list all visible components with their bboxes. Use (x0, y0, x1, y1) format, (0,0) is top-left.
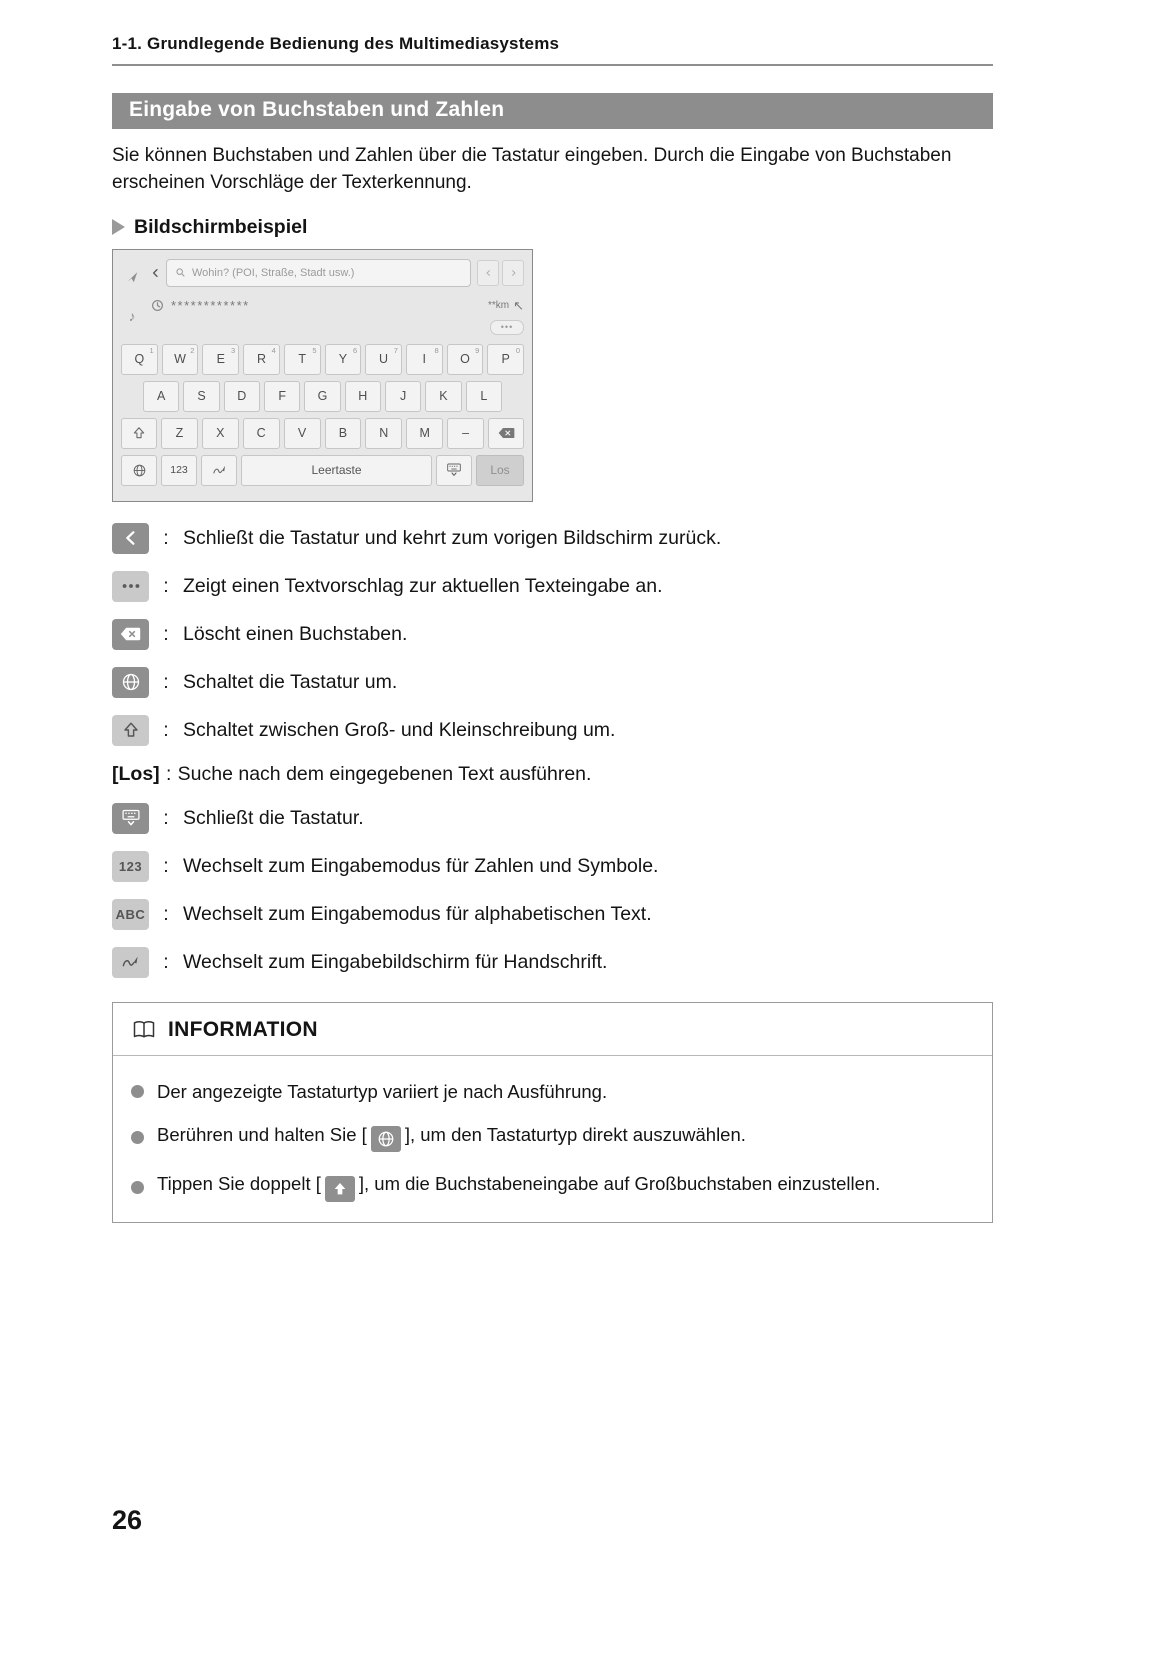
shift-key (121, 418, 157, 449)
key-–: – (447, 418, 484, 449)
key-U: U 7 (365, 344, 402, 375)
key-J: J (385, 381, 421, 412)
icon-legend (112, 523, 993, 978)
magnifier-icon (175, 267, 186, 278)
key-W: W 2 (162, 344, 199, 375)
legend-item: : Schließt die Tastatur. (112, 803, 993, 834)
legend-item: 123 : Wechselt zum Eingabemodus für Zahlen und Symbole. (112, 851, 993, 882)
page-title: Eingabe von Buchstaben und Zahlen (112, 93, 993, 129)
legend-item: ABC : Wechselt zum Eingabemodus für alphabetischen Text. (112, 899, 993, 930)
history-value: ************ (171, 298, 250, 314)
globe-key (121, 455, 157, 486)
screenshot-sidebar (120, 270, 144, 324)
keyboard-row-2 (121, 381, 524, 412)
search-bar (151, 258, 524, 288)
key-Q: Q 1 (121, 344, 158, 375)
keyboard-hide-icon (446, 462, 462, 478)
go-key: Los (476, 455, 524, 486)
space-key: Leertaste (241, 455, 432, 486)
legend-item: [Los] : Suche nach dem eingegebenen Text ausführen. (112, 762, 592, 785)
on-screen-keyboard (121, 344, 524, 486)
suggestion-dots-icon (112, 571, 149, 602)
legend-item: : Zeigt einen Textvorschlag zur aktuellen Texteingabe an. (112, 571, 993, 602)
search-placeholder: Wohin? (POI, Straße, Stadt usw.) (192, 266, 355, 279)
shift-icon (325, 1176, 355, 1202)
numeric-mode-key: 123 (161, 455, 197, 486)
triangle-marker-icon (112, 219, 125, 235)
globe-icon (112, 667, 149, 698)
key-H: H (345, 381, 381, 412)
screenshot-top (151, 258, 524, 336)
backspace-key (488, 418, 524, 449)
information-title: INFORMATION (168, 1017, 318, 1041)
page-number: 26 (112, 1505, 143, 1535)
key-Z: Z (161, 418, 198, 449)
key-Y: Y 6 (325, 344, 362, 375)
information-item: Berühren und halten Sie [ ], um den Tastaturtyp direkt auszuwählen. (131, 1124, 974, 1152)
distance-group (488, 299, 524, 312)
history-row (151, 294, 524, 318)
handwriting-icon (212, 463, 227, 478)
prev-icon (477, 260, 499, 286)
nav-arrow-icon (125, 270, 139, 284)
key-O: O 9 (447, 344, 484, 375)
keyboard-row-3 (121, 418, 524, 449)
legend-item: : Schließt die Tastatur und kehrt zum vorigen Bildschirm zurück. (112, 523, 993, 554)
information-box (112, 1002, 993, 1223)
shift-icon (112, 715, 149, 746)
legend-item: : Schaltet die Tastatur um. (112, 667, 993, 698)
keyboard-row-4 (121, 455, 524, 486)
back-chevron-icon (112, 523, 149, 554)
key-C: C (243, 418, 280, 449)
header-divider (112, 64, 993, 66)
device-screenshot (112, 249, 533, 502)
backspace-icon (112, 619, 149, 650)
key-E: E 3 (202, 344, 239, 375)
key-N: N (365, 418, 402, 449)
keyboard-row-1 (121, 344, 524, 375)
key-M: M (406, 418, 443, 449)
intro-paragraph: Sie können Buchstaben und Zahlen über die Tastatur eingeben. Durch die Eingabe von Buchstaben erscheinen Vorschläge der Texterkennung. (112, 145, 952, 193)
back-icon (151, 267, 160, 279)
key-B: B (325, 418, 362, 449)
bullet-icon (131, 1181, 144, 1194)
keyboard-hide-icon (112, 803, 149, 834)
bullet-icon (131, 1131, 144, 1144)
key-K: K (425, 381, 461, 412)
next-icon (502, 260, 524, 286)
key-A: A (143, 381, 179, 412)
key-F: F (264, 381, 300, 412)
key-D: D (224, 381, 260, 412)
handwriting-key (201, 455, 237, 486)
history-icon (151, 299, 164, 312)
key-G: G (304, 381, 340, 412)
legend-item: : Wechselt zum Eingabebildschirm für Handschrift. (112, 947, 993, 978)
globe-icon (371, 1126, 401, 1152)
breadcrumb: 1-1. Grundlegende Bedienung des Multimediasystems (112, 34, 560, 53)
search-nav-buttons (477, 260, 524, 286)
manual-page (112, 34, 993, 1223)
example-heading (112, 216, 993, 239)
suggestion-dots-button: ••• (490, 320, 524, 335)
backspace-icon (498, 427, 515, 439)
key-P: P 0 (487, 344, 524, 375)
music-note-icon: ♪ (128, 307, 136, 324)
keyboard-hide-key (436, 455, 472, 486)
key-V: V (284, 418, 321, 449)
key-S: S (183, 381, 219, 412)
key-I: I 8 (406, 344, 443, 375)
key-L: L (466, 381, 502, 412)
shift-icon (132, 426, 146, 440)
example-label: Bildschirmbeispiel (134, 215, 308, 238)
bullet-icon (131, 1085, 144, 1098)
information-item: Der angezeigte Tastaturtyp variiert je nach Ausführung. (131, 1081, 974, 1103)
distance-label: **km (487, 300, 510, 312)
search-input (166, 259, 471, 287)
information-body (113, 1056, 992, 1222)
legend-item: : Löscht einen Buchstaben. (112, 619, 993, 650)
key-R: R 4 (243, 344, 280, 375)
book-icon (131, 1019, 157, 1040)
legend-item: : Schaltet zwischen Groß- und Kleinschreibung um. (112, 715, 993, 746)
route-arrow-icon: ↖ (513, 298, 524, 314)
information-header (113, 1003, 992, 1055)
suggestion-row (151, 320, 524, 336)
key-X: X (202, 418, 239, 449)
key-T: T 5 (284, 344, 321, 375)
handwriting-icon (112, 947, 149, 978)
numeric-mode-icon: 123 (112, 851, 149, 882)
los-label: [Los] (112, 762, 160, 785)
information-item: Tippen Sie doppelt [ ], um die Buchstabeneingabe auf Großbuchstaben einzustellen. (131, 1173, 974, 1202)
globe-icon (132, 463, 147, 478)
alpha-mode-icon: ABC (112, 899, 149, 930)
